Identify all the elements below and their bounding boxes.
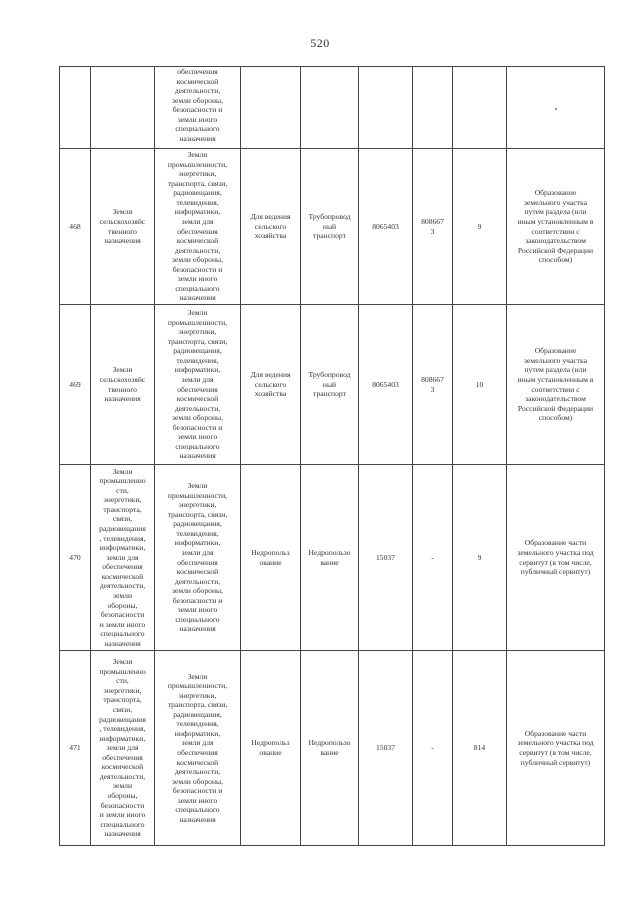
subplot-code-cell: - bbox=[413, 465, 453, 651]
object-type-cell: Недропользо вание bbox=[301, 651, 359, 846]
permitted-use-cell: Для ведения сельского хозяйства bbox=[241, 305, 301, 465]
page-number: 520 bbox=[310, 36, 330, 50]
table-row bbox=[60, 305, 605, 465]
row-number-cell bbox=[60, 67, 91, 149]
plot-code-cell bbox=[359, 67, 413, 149]
target-category-cell: Земли промышленности, энергетики, транспорта, связи, радиовещания, телевидения, информатики, земли для обеспечения космической деятельности, земли обороны, безопасности и земли иного специального назначения bbox=[155, 465, 241, 651]
land-category-cell: Земли сельскохозяйс твенного назначения bbox=[91, 305, 155, 465]
object-type-cell: Трубопровод ный транспорт bbox=[301, 149, 359, 305]
land-category-cell bbox=[91, 67, 155, 149]
subplot-code-cell: - bbox=[413, 651, 453, 846]
table-row bbox=[60, 465, 605, 651]
plot-code-cell: 15037 bbox=[359, 465, 413, 651]
plot-count-cell: 814 bbox=[453, 651, 507, 846]
subplot-code-cell: 808667 3 bbox=[413, 149, 453, 305]
scan-dot bbox=[555, 108, 557, 110]
formation-method-cell: Образование части земельного участка под сервитут (в том числе, публичный сервитут) bbox=[507, 465, 605, 651]
object-type-cell: Трубопровод ный транспорт bbox=[301, 305, 359, 465]
table-row bbox=[60, 149, 605, 305]
subplot-code-cell bbox=[413, 67, 453, 149]
row-number-cell: 470 bbox=[60, 465, 91, 651]
permitted-use-cell: Для ведения сельского хозяйства bbox=[241, 149, 301, 305]
plot-count-cell: 10 bbox=[453, 305, 507, 465]
target-category-cell: Земли промышленности, энергетики, транспорта, связи, радиовещания, телевидения, информатики, земли для обеспечения космической деятельности, земли обороны, безопасности и земли иного специального назначения bbox=[155, 651, 241, 846]
land-category-cell: Земли промышленно сти, энергетики, транспорта, связи, радиовещания , телевидения, информатики, земли для обеспечения космической деятельности, земли обороны, безопасности и земли иного специального назначения bbox=[91, 465, 155, 651]
permitted-use-cell bbox=[241, 67, 301, 149]
row-number-cell: 471 bbox=[60, 651, 91, 846]
target-category-cell: обеспечения космической деятельности, земли обороны, безопасности и земли иного специального назначения bbox=[155, 67, 241, 149]
target-category-cell: Земли промышленности, энергетики, транспорта, связи, радиовещания, телевидения, информатики, земли для обеспечения космической деятельности, земли обороны, безопасности и земли иного специального назначения bbox=[155, 305, 241, 465]
row-number-cell: 468 bbox=[60, 149, 91, 305]
formation-method-cell: Образование земельного участка путем раздела (или иным установленным в соответствии с законодательством Российской Федерации способом) bbox=[507, 305, 605, 465]
plot-count-cell: 9 bbox=[453, 149, 507, 305]
land-category-cell: Земли промышленно сти, энергетики, транспорта, связи, радиовещания , телевидения, информатики, земли для обеспечения космической деятельности, земли обороны, безопасности и земли иного специального назначения bbox=[91, 651, 155, 846]
plot-count-cell bbox=[453, 67, 507, 149]
formation-method-cell: Образование части земельного участка под сервитут (в том числе, публичный сервитут) bbox=[507, 651, 605, 846]
formation-method-cell bbox=[507, 67, 605, 149]
land-category-cell: Земли сельскохозяйс твенного назначения bbox=[91, 149, 155, 305]
object-type-cell: Недропользо вание bbox=[301, 465, 359, 651]
plot-code-cell: 15037 bbox=[359, 651, 413, 846]
plot-count-cell: 9 bbox=[453, 465, 507, 651]
plot-code-cell: 8065403 bbox=[359, 149, 413, 305]
table-row bbox=[60, 651, 605, 846]
row-number-cell: 469 bbox=[60, 305, 91, 465]
permitted-use-cell: Недропольз ование bbox=[241, 651, 301, 846]
table-row bbox=[60, 67, 605, 149]
permitted-use-cell: Недропольз ование bbox=[241, 465, 301, 651]
land-plot-table bbox=[59, 66, 605, 846]
plot-code-cell: 8065403 bbox=[359, 305, 413, 465]
object-type-cell bbox=[301, 67, 359, 149]
subplot-code-cell: 808667 3 bbox=[413, 305, 453, 465]
formation-method-cell: Образование земельного участка путем раздела (или иным установленным в соответствии с законодательством Российской Федерации способом) bbox=[507, 149, 605, 305]
target-category-cell: Земли промышленности, энергетики, транспорта, связи, радиовещания, телевидения, информатики, земли для обеспечения космической деятельности, земли обороны, безопасности и земли иного специального назначения bbox=[155, 149, 241, 305]
